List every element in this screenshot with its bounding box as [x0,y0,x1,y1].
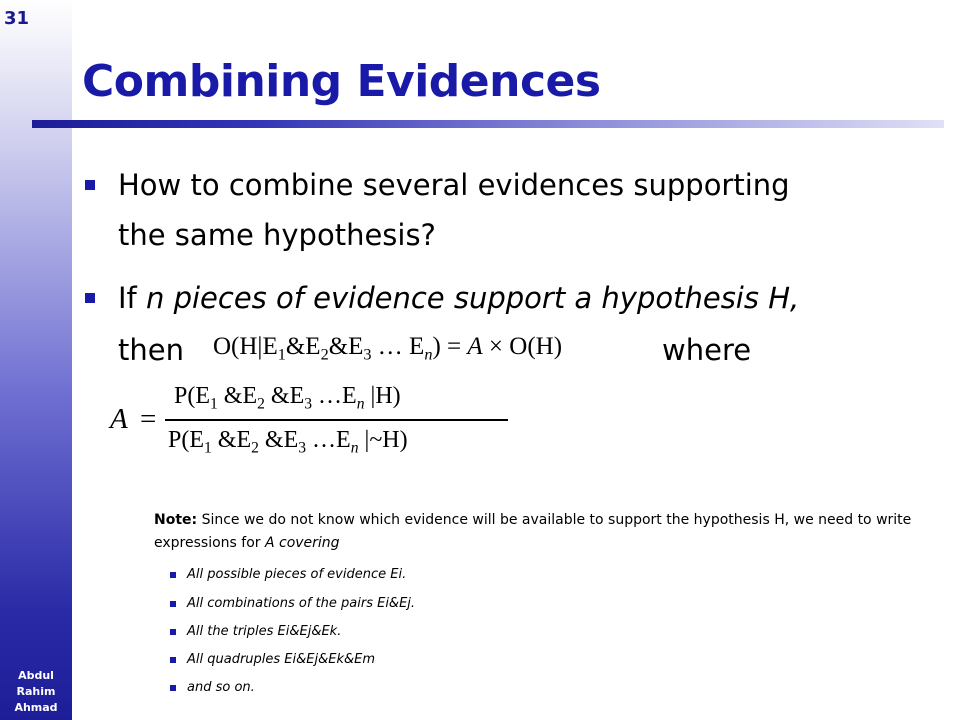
bullet-2-then: then [118,333,184,367]
bullet-square-icon [170,685,176,691]
bullet-1-line-2: the same hypothesis? [118,218,436,252]
odds-sub-3: 3 [363,345,372,364]
odds-dots: … E [371,333,425,360]
author-name [0,668,72,716]
a-equals: = [140,403,157,435]
a-fraction-formula [110,383,510,463]
fraction-bar [165,419,508,421]
odds-sub-2: 2 [320,345,329,364]
odds-sub-1: 1 [277,345,286,364]
bullet-square-icon [170,601,176,607]
odds-times: × [482,333,510,360]
note-text: Since we do not know which evidence will be available to support the hypothesis H, we need to write expressions for [154,512,912,551]
bullet-square-icon [85,293,95,303]
odds-formula [213,333,562,365]
bullet-2-italic: n pieces of evidence support a hypothesis H, [145,281,800,315]
odds-amp-2: &E [328,333,364,360]
note-paragraph [154,509,934,555]
odds-rhs: O(H) [509,333,563,360]
bullet-2-line-1 [118,273,799,323]
author-last: Ahmad [14,701,58,714]
sidebar-band [0,0,72,720]
odds-a: A [467,333,483,360]
odds-lhs: O(H|E [213,333,278,360]
fraction-numerator: $P(E_1$ $\&E_2$ $\&E_3$ $\dots E_n$ |H) [174,383,401,413]
bullet-square-icon [170,657,176,663]
bullet-2-where: where [662,333,752,367]
bullet-square-icon [170,572,176,578]
odds-sub-n: n [424,345,433,364]
a-symbol: A [110,403,128,435]
note-italic-tail: A covering [264,535,340,551]
slide-title: Combining Evidences [82,56,601,107]
bullet-square-icon [170,629,176,635]
odds-equals: ) = [432,333,468,360]
author-first: Abdul [18,669,54,682]
bullet-square-icon [85,180,95,190]
title-underline [32,120,944,128]
odds-amp-1: &E [285,333,321,360]
fraction-denominator: $P(E_1$ $\&E_2$ $\&E_3$ $\dots E_n$ |~H) [168,427,408,457]
bullet-1-line-1: How to combine several evidences supporting [118,168,790,202]
author-middle: Rahim [16,685,56,698]
note-label: Note: [154,512,198,528]
slide-number: 31 [4,8,30,29]
bullet-2-prefix: If [118,281,146,315]
